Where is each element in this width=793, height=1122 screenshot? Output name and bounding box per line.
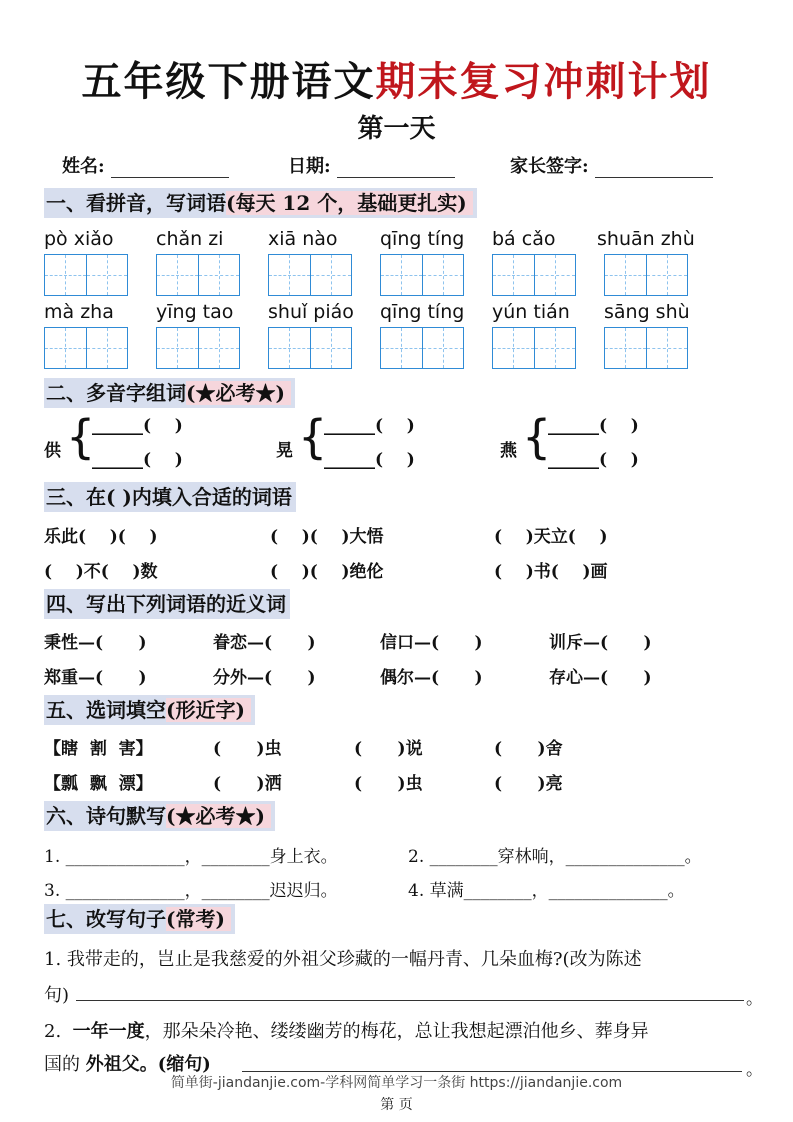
title-highlight: 期末复习冲刺计划 — [375, 58, 712, 105]
brace-icon: { — [66, 410, 96, 464]
idiom-blank[interactable]: ( )书( )画 — [494, 562, 608, 582]
poem-line[interactable]: 3. ______________，________迟迟归。 — [44, 881, 338, 901]
pinyin-label: sāng shù — [604, 301, 690, 323]
rewrite-question-1-cont: 句) — [44, 985, 70, 1006]
poem-line[interactable]: 1. ______________，________身上衣。 — [44, 847, 338, 867]
pinyin-label: pò xiǎo — [44, 228, 114, 250]
section-1-title: 一、看拼音，写词语 — [46, 191, 226, 215]
polyphone-char: 晃 — [276, 441, 293, 461]
section-2-note: (★必考★) — [186, 381, 291, 405]
poem-line[interactable]: 2. ________穿林响，______________。 — [408, 847, 702, 867]
rewrite-question-2 — [44, 1017, 649, 1043]
synonym-blank[interactable]: 存心—( ) — [549, 668, 652, 688]
word-choice-group: 【瓢 飘 漂】 — [44, 774, 153, 794]
section-3-title: 三、在( )内填入合适的词语 — [46, 485, 292, 509]
synonym-blank[interactable]: 偶尔—( ) — [380, 668, 483, 688]
section-5-note: (形近字) — [166, 698, 251, 722]
word-choice-blank[interactable]: ( )虫 — [213, 739, 282, 759]
section-7-title: 七、改写句子 — [46, 907, 166, 931]
pinyin-grid-area — [44, 228, 764, 378]
pinyin-label: yún tián — [492, 301, 570, 323]
writing-grid[interactable] — [604, 327, 688, 369]
pinyin-label: qīng tíng — [380, 228, 465, 250]
synonym-blank[interactable]: 训斥—( ) — [549, 633, 652, 653]
parent-signature-field[interactable] — [510, 152, 713, 178]
title-main: 五年级下册语文 — [81, 58, 376, 105]
date-blank[interactable] — [337, 159, 455, 178]
polyphone-blank[interactable]: ______( ) — [324, 416, 415, 436]
synonym-blank[interactable]: 分外—( ) — [213, 668, 316, 688]
section-4-header — [44, 589, 290, 619]
writing-grid[interactable] — [492, 254, 576, 296]
synonym-blank[interactable]: 秉性—( ) — [44, 633, 147, 653]
name-field[interactable] — [62, 152, 229, 178]
section-5-header — [44, 695, 255, 725]
polyphone-blank[interactable]: ______( ) — [324, 450, 415, 470]
section-6-header — [44, 801, 275, 831]
pinyin-label: bá cǎo — [492, 228, 556, 250]
polyphone-char: 燕 — [500, 441, 517, 461]
pinyin-label: chǎn zi — [156, 228, 224, 250]
idiom-blank[interactable]: ( )( )大悟 — [270, 527, 384, 547]
section-2-title: 二、多音字组词 — [46, 381, 186, 405]
q2-text: ，那朵朵冷艳、缕缕幽芳的梅花，总让我想起漂泊他乡、葬身异 — [144, 1021, 649, 1042]
idiom-blank[interactable]: 乐此( )( ) — [44, 527, 158, 547]
polyphone-blank[interactable]: ______( ) — [92, 416, 183, 436]
rewrite-question-1: 1. 我带走的，岂止是我慈爱的外祖父珍藏的一幅丹青、几朵血梅?(改为陈述 — [44, 949, 642, 970]
pinyin-label: qīng tíng — [380, 301, 465, 323]
date-field[interactable] — [288, 152, 455, 178]
idiom-blank[interactable]: ( )天立( ) — [494, 527, 608, 547]
page-title — [0, 50, 793, 107]
writing-grid[interactable] — [44, 327, 128, 369]
polyphone-area — [44, 410, 764, 478]
polyphone-blank[interactable]: ______( ) — [548, 416, 639, 436]
writing-grid[interactable] — [380, 254, 464, 296]
period: 。 — [746, 989, 763, 1009]
idiom-blank[interactable]: ( )( )绝伦 — [270, 562, 384, 582]
writing-grid[interactable] — [604, 254, 688, 296]
writing-grid[interactable] — [492, 327, 576, 369]
synonym-blank[interactable]: 信口—( ) — [380, 633, 483, 653]
section-6-title: 六、诗句默写 — [46, 804, 166, 828]
pinyin-label: xiā nào — [268, 228, 338, 250]
word-choice-blank[interactable]: ( )说 — [354, 739, 423, 759]
period: 。 — [746, 1060, 763, 1080]
footer-watermark: 简单街-jiandanjie.com-学科网简单学习一条街 https://jiandanjie.com — [170, 1075, 623, 1091]
writing-grid[interactable] — [268, 327, 352, 369]
section-1-note: (每天 12 个，基础更扎实) — [226, 191, 473, 215]
answer-line-1[interactable] — [76, 1000, 744, 1001]
brace-icon: { — [522, 410, 552, 464]
word-choice-blank[interactable]: ( )舍 — [494, 739, 563, 759]
brace-icon: { — [298, 410, 328, 464]
writing-grid[interactable] — [44, 254, 128, 296]
pinyin-label: yīng tao — [156, 301, 234, 323]
section-2-header — [44, 378, 295, 408]
q2-emphasis: 一年一度 — [72, 1021, 145, 1042]
writing-grid[interactable] — [380, 327, 464, 369]
section-5-title: 五、选词填空 — [46, 698, 166, 722]
word-choice-group: 【瞎 割 害】 — [44, 739, 153, 759]
section-7-note: (常考) — [166, 907, 231, 931]
writing-grid[interactable] — [156, 327, 240, 369]
name-label: 姓名: — [62, 156, 105, 177]
word-choice-blank[interactable]: ( )虫 — [354, 774, 423, 794]
writing-grid[interactable] — [268, 254, 352, 296]
polyphone-blank[interactable]: ______( ) — [548, 450, 639, 470]
parent-signature-label: 家长签字: — [510, 156, 589, 177]
section-7-header — [44, 904, 235, 934]
q2-instruction: (缩句) — [157, 1054, 211, 1075]
synonym-blank[interactable]: 郑重—( ) — [44, 668, 147, 688]
section-1-header — [44, 188, 477, 218]
polyphone-blank[interactable]: ______( ) — [92, 450, 183, 470]
pinyin-label: mà zha — [44, 301, 114, 323]
word-choice-blank[interactable]: ( )洒 — [213, 774, 282, 794]
idiom-blank[interactable]: ( )不( )数 — [44, 562, 158, 582]
section-6-note: (★必考★) — [166, 804, 271, 828]
q2-text-cont: 国的 — [44, 1054, 80, 1075]
q2-emphasis-2: 外祖父。 — [85, 1054, 158, 1075]
poem-line[interactable]: 4. 草满________，______________。 — [408, 881, 685, 901]
polyphone-char: 供 — [44, 441, 61, 461]
section-4-title: 四、写出下列词语的近义词 — [46, 592, 286, 616]
section-3-header — [44, 482, 296, 512]
name-blank[interactable] — [111, 159, 229, 178]
page-number: 第 页 — [380, 1097, 413, 1113]
parent-signature-blank[interactable] — [595, 159, 713, 178]
writing-grid[interactable] — [156, 254, 240, 296]
word-choice-blank[interactable]: ( )亮 — [494, 774, 563, 794]
q2-number: 2. — [44, 1021, 62, 1042]
date-label: 日期: — [288, 156, 331, 177]
pinyin-label: shuān zhù — [597, 228, 695, 250]
page-subtitle: 第一天 — [357, 114, 436, 144]
synonym-blank[interactable]: 眷恋—( ) — [213, 633, 316, 653]
pinyin-label: shuǐ piáo — [268, 301, 354, 323]
